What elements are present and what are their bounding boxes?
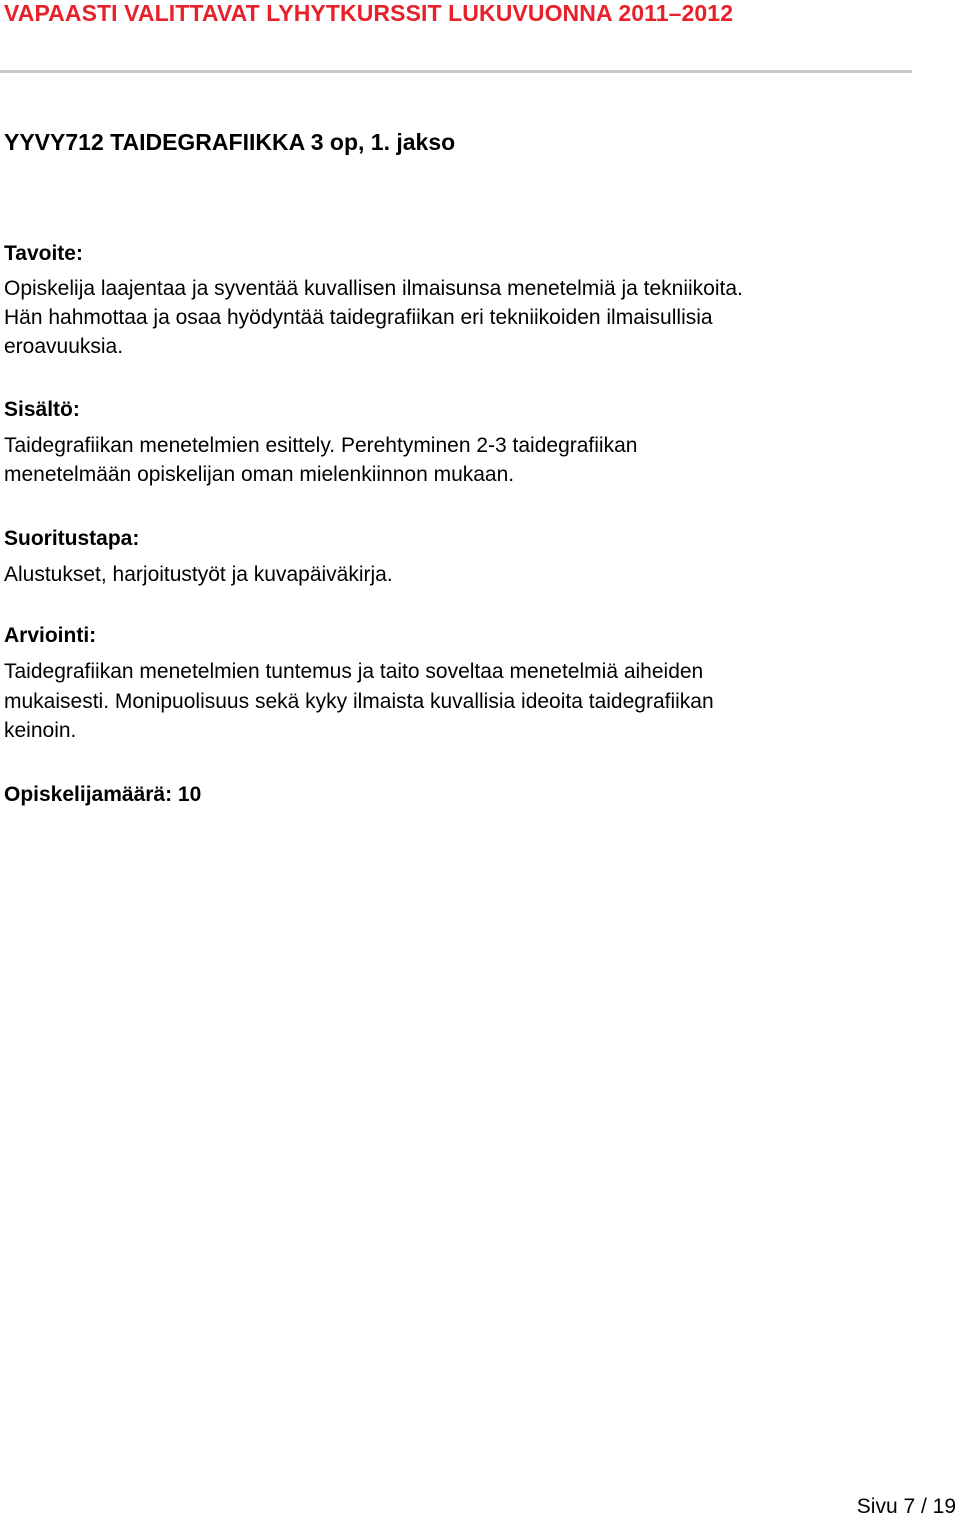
course-title: YYVY712 TAIDEGRAFIIKKA 3 op, 1. jakso (4, 129, 456, 155)
tavoite-text-line: Hän hahmottaa ja osaa hyödyntää taidegrafiikan eri tekniikoiden ilmaisullisia (4, 306, 713, 329)
sisalto-text-line: menetelmään opiskelijan oman mielenkiinnon mukaan. (4, 463, 515, 486)
arviointi-text-line: Taidegrafiikan menetelmien tuntemus ja taito soveltaa menetelmiä aiheiden (4, 660, 704, 683)
tavoite-text-line: Opiskelija laajentaa ja syventää kuvallisen ilmaisunsa menetelmiä ja tekniikoita. (4, 277, 743, 300)
arviointi-text-line: keinoin. (4, 719, 77, 742)
sisalto-heading: Sisältö: (4, 398, 80, 421)
page-number: Sivu 7 / 19 (856, 1495, 956, 1518)
header-divider (0, 70, 912, 73)
sisalto-text-line: Taidegrafiikan menetelmien esittely. Perehtyminen 2-3 taidegrafiikan (4, 434, 638, 457)
tavoite-text-line: eroavuuksia. (4, 335, 124, 358)
suoritustapa-heading: Suoritustapa: (4, 527, 140, 550)
arviointi-heading: Arviointi: (4, 624, 97, 647)
suoritustapa-text-line: Alustukset, harjoitustyöt ja kuvapäiväkirja. (4, 563, 393, 586)
student-count-label: Opiskelijamäärä: 10 (4, 783, 202, 806)
arviointi-text-line: mukaisesti. Monipuolisuus sekä kyky ilmaista kuvallisia ideoita taidegrafiikan (4, 690, 714, 713)
document-header-title: VAPAASTI VALITTAVAT LYHYTKURSSIT LUKUVUONNA 2011–2012 (4, 0, 734, 26)
tavoite-heading: Tavoite: (4, 242, 83, 265)
